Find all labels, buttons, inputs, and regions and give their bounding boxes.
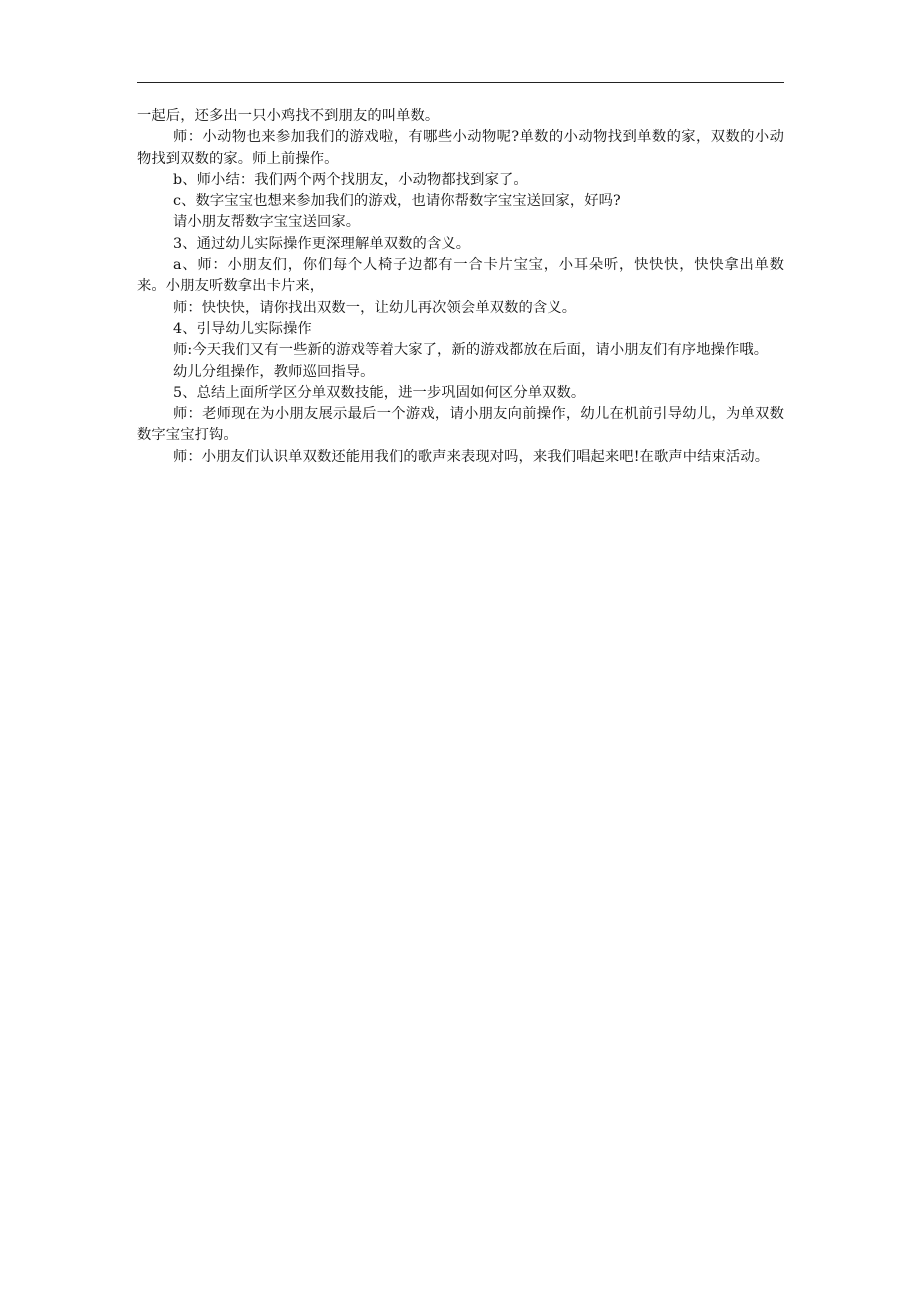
- paragraph-12: 5、总结上面所学区分单双数技能，进一步巩固如何区分单双数。: [173, 384, 586, 401]
- paragraph-7: a、师：小朋友们，你们每个人椅子边都有一合卡片宝宝，小耳朵听，快快快，快快拿出单数来。小朋友听数拿出卡片来，: [137, 257, 784, 295]
- paragraph-1: 一起后，还多出一只小鸡找不到朋友的叫单数。: [137, 108, 440, 124]
- document-body: [137, 106, 784, 468]
- paragraph-2: 师：小动物也来参加我们的游戏啦，有哪些小动物呢?单数的小动物找到单数的家，双数的小动物找到双数的家。师上前操作。: [137, 129, 784, 167]
- paragraph-10: 师:今天我们又有一些新的游戏等着大家了，新的游戏都放在后面，请小朋友们有序地操作哦。: [173, 342, 769, 359]
- paragraph-11: 幼儿分组操作，教师巡回指导。: [173, 363, 375, 380]
- paragraph-14: 师：小朋友们认识单双数还能用我们的歌声来表现对吗，来我们唱起来吧!在歌声中结束活动。: [173, 448, 770, 465]
- paragraph-9: 4、引导幼儿实际操作: [173, 320, 312, 337]
- paragraph-8: 师：快快快，请你找出双数一，让幼儿再次领会单双数的含义。: [173, 299, 577, 316]
- paragraph-6: 3、通过幼儿实际操作更深理解单双数的含义。: [173, 235, 471, 252]
- paragraph-5: 请小朋友帮数字宝宝送回家。: [173, 214, 361, 231]
- paragraph-4: c、数字宝宝也想来参加我们的游戏，也请你帮数字宝宝送回家，好吗?: [173, 193, 621, 210]
- header-divider: [137, 82, 784, 83]
- paragraph-13: 师：老师现在为小朋友展示最后一个游戏，请小朋友向前操作，幼儿在机前引导幼儿，为单双数数字宝宝打钩。: [137, 406, 784, 444]
- paragraph-3: b、师小结：我们两个两个找朋友，小动物都找到家了。: [173, 171, 528, 188]
